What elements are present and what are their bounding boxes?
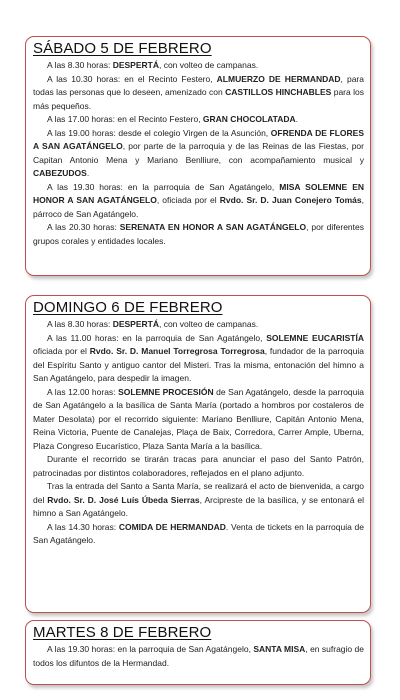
schedule-paragraph: [33, 453, 364, 480]
body-text: A las 8.30 horas:: [47, 319, 113, 329]
highlight-text: SOLEMNE EUCARISTÍA: [266, 332, 364, 343]
body-text: A las 8.30 horas:: [47, 60, 113, 70]
highlight-text: GRAN CHOCOLATADA: [202, 114, 296, 124]
schedule-paragraph: [33, 73, 364, 114]
body-text: , con volteo de campanas.: [158, 60, 259, 70]
section-heading: DOMINGO 6 DE FEBRERO: [33, 299, 223, 316]
body-text: , por parte de la parroquia y de las Reinas de las Fiestas, por Capitan Antonio Mena y Mariano Benlliure, con acompañamiento musical y: [33, 141, 364, 165]
body-text: , párroco de San Agatángelo.: [33, 195, 364, 219]
body-text: A las 11.00 horas: en la parroquia de San Agatángelo,: [47, 332, 267, 343]
body-text: A las 19.00 horas: desde el colegio Virgen de la Asunción,: [47, 127, 271, 138]
schedule-paragraph: [33, 127, 364, 181]
highlight-text: SANTA MISA: [253, 644, 306, 654]
schedule-paragraph: [33, 181, 364, 222]
highlight-text: Rvdo. Sr. D. Juan Conejero Tomás: [219, 195, 362, 205]
schedule-paragraph: [33, 221, 364, 248]
body-text: A las 14.30 horas:: [47, 521, 119, 532]
body-text: A las 19.30 horas: en la parroquia de San Agatángelo,: [47, 181, 280, 192]
highlight-text: ALMUERZO DE HERMANDAD: [216, 73, 341, 84]
highlight-text: SOLEMNE PROCESIÓN: [118, 386, 214, 397]
section-domingo: [25, 295, 371, 613]
highlight-text: Rvdo. Sr. D. José Luís Úbeda Sierras: [47, 494, 200, 505]
body-text: , en sufragio de todos los difuntos de la Hermandad.: [33, 644, 364, 668]
highlight-text: OFRENDA DE FLORES A SAN AGATÁNGELO: [33, 127, 365, 151]
body-text: Durante el recorrido se tirarán tracas para anunciar el paso del Santo Patrón, patrocinadas por distintos colaboradores, reflejados en el plano adjunto.: [33, 454, 364, 478]
schedule-paragraph: [33, 318, 364, 332]
highlight-text: SERENATA EN HONOR A SAN AGATÁNGELO: [119, 222, 307, 232]
body-text: A las 17.00 horas: en el Recinto Festero,: [47, 114, 203, 124]
body-text: de San Agatángelo, desde la parroquia de San Agatángelo a la basílica de Santa María (portado a hombros por costaleros de Mater Desolata) por el recorrido siguiente: Mariano Benlliure, Capitán Antonio Mena, Reina Victoria, Puente de Canalejas, Plaça de Baix, Corredora, Carrer Ample, Uberna, Plaza Congreso Eucarístico, Plaza Santa María a la basílica.: [33, 386, 364, 451]
section-sabado: [25, 36, 371, 276]
schedule-paragraph: [33, 59, 364, 73]
section-heading: SÁBADO 5 DE FEBRERO: [33, 40, 212, 57]
body-text: para los más pequeños.: [33, 87, 364, 111]
body-text: , fundador de la parroquia del Espíritu Santo y antiguo cantor del Misteri. Tras la misma, entonación del himno a San Agatángelo, para despedir la imagen.: [33, 346, 364, 383]
highlight-text: COMIDA DE HERMANDAD: [118, 521, 226, 532]
section-heading: MARTES 8 DE FEBRERO: [33, 624, 212, 641]
body-text: .: [86, 168, 90, 178]
body-text: A las 20.30 horas:: [47, 222, 120, 232]
body-text: , por diferentes grupos corales y entidades locales.: [33, 222, 364, 246]
schedule-paragraph: [33, 643, 364, 670]
highlight-text: MISA SOLEMNE EN HONOR A SAN AGATÁNGELO: [33, 181, 365, 205]
schedule-paragraph: [33, 113, 364, 127]
body-text: A las 19.30 horas: en la parroquia de San Agatángelo,: [47, 644, 254, 654]
body-text: A las 10.30 horas: en el Recinto Festero,: [47, 73, 217, 84]
body-text: Tras la entrada del Santo a Santa María, se realizará el acto de bienvenida, a cargo del: [33, 481, 364, 505]
highlight-text: Rvdo. Sr. D. Manuel Torregrosa Torregrosa: [89, 346, 265, 356]
schedule-paragraph: [33, 332, 364, 386]
body-text: , con volteo de campanas.: [158, 319, 259, 329]
body-text: . Venta de tickets en la parroquia de San Agatángelo.: [33, 521, 364, 545]
section-body: [33, 643, 364, 670]
highlight-text: CABEZUDOS: [33, 168, 87, 178]
body-text: , Arcipreste de la basílica, y se entonará el himno a San Agatángelo.: [33, 494, 364, 518]
body-text: oficiada por el: [33, 346, 90, 356]
schedule-paragraph: [33, 386, 364, 454]
highlight-text: CASTILLOS HINCHABLES: [225, 87, 332, 97]
body-text: A las 12.00 horas:: [47, 386, 119, 397]
body-text: , oficiada por el: [156, 195, 220, 205]
body-text: , para todas las personas que lo deseen, amenizado con: [33, 73, 364, 97]
body-text: .: [295, 114, 298, 124]
highlight-text: DESPERTÁ: [112, 60, 159, 70]
section-martes: [25, 620, 371, 685]
highlight-text: DESPERTÁ: [112, 319, 159, 329]
section-body: [33, 318, 364, 548]
schedule-paragraph: [33, 480, 364, 521]
section-body: [33, 59, 364, 248]
schedule-paragraph: [33, 521, 364, 548]
